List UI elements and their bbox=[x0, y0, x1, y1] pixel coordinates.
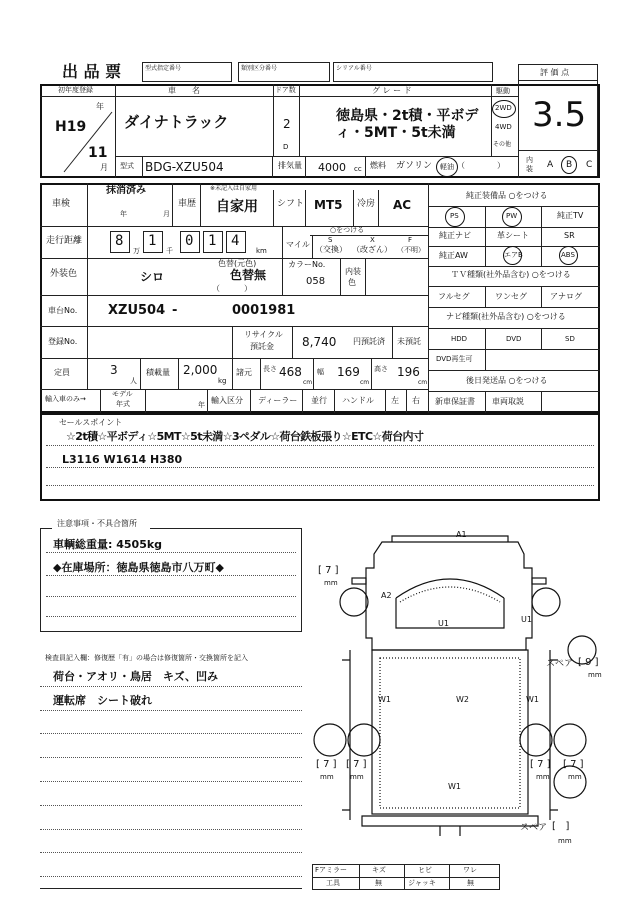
ac-value: AC bbox=[393, 198, 412, 212]
sales-line2: L3116 W1614 H380 bbox=[62, 453, 183, 466]
height-value: 196 bbox=[397, 365, 420, 379]
navi-item: HDD bbox=[451, 335, 468, 343]
shift-value: MT5 bbox=[314, 198, 343, 212]
equip-item: SR bbox=[564, 231, 575, 240]
mileage-man: 万 bbox=[133, 247, 140, 255]
tire-mm-spare-top: [ 9 ] bbox=[578, 657, 599, 668]
width-value: 169 bbox=[337, 365, 360, 379]
recycle-amount: 8,740 bbox=[302, 335, 337, 349]
length-value: 468 bbox=[279, 365, 302, 379]
ac-label: 冷房 bbox=[357, 199, 376, 209]
recycle-label-1: リサイクル bbox=[244, 330, 283, 339]
displacement-value: 4000 bbox=[318, 161, 346, 174]
mm-unit: mm bbox=[588, 671, 602, 679]
model-value: BDG-XZU504 bbox=[145, 160, 224, 174]
capacity-unit: 人 bbox=[130, 377, 137, 385]
sales-line1: ☆2t積☆平ボディ☆5MT☆5t未満☆3ペダル☆荷台鉄板張り☆ETC☆荷台内寸 bbox=[66, 430, 424, 443]
tire-mm-rear-right-1: [ 7 ] bbox=[530, 759, 551, 770]
score-label: 評 価 点 bbox=[540, 68, 570, 77]
inspection-month: 月 bbox=[163, 210, 170, 218]
inspector-line1: 荷台・アオリ・鳥居 キズ、凹み bbox=[53, 670, 218, 683]
mileage-digit: 1 bbox=[148, 233, 157, 249]
interior-color-label-2: 色 bbox=[348, 278, 356, 287]
recycle-label-2: 預託金 bbox=[250, 342, 274, 351]
height-cm: cm bbox=[418, 379, 428, 386]
import-class-value: ディーラー bbox=[258, 396, 298, 405]
recycle-not: 未預託 bbox=[397, 337, 421, 346]
legend-value: 無 bbox=[467, 879, 474, 887]
grade-line2: ィ・5MT・5t未満 bbox=[336, 125, 456, 141]
car-name: ダイナトラック bbox=[124, 113, 229, 131]
displacement-label: 排気量 bbox=[278, 161, 302, 170]
history-note: ※未記入は自家用 bbox=[210, 185, 258, 192]
year-suffix: 年 bbox=[96, 102, 104, 111]
serial-label: シリアル番号 bbox=[336, 65, 372, 72]
doors-value: 2 bbox=[283, 117, 291, 131]
width-label: 幅 bbox=[317, 368, 324, 376]
diagram-label-a2: A2 bbox=[381, 591, 392, 600]
equip-item: 革シート bbox=[497, 231, 529, 240]
displacement-unit: cc bbox=[354, 165, 362, 173]
equip-item: 純正AW bbox=[439, 251, 468, 260]
navi-title: ナビ種類(社外品含む) ○をつける bbox=[446, 312, 566, 321]
diagram-label-u1: U1 bbox=[438, 619, 449, 628]
navi-item: SD bbox=[565, 335, 575, 343]
color-change-label: 色替(元色) bbox=[218, 259, 257, 268]
doors-suffix: D bbox=[283, 143, 289, 151]
tire-mm-rear-right-2: [ 7 ] bbox=[563, 759, 584, 770]
first-reg-month: 11 bbox=[88, 145, 108, 161]
recycle-deposited: 円預託済 bbox=[353, 337, 385, 346]
mileage-digit: 8 bbox=[115, 233, 124, 249]
fuel-paren: （ ） bbox=[457, 161, 505, 170]
spec-label: 諸元 bbox=[236, 368, 252, 377]
load-value: 2,000 bbox=[183, 363, 218, 377]
form-title: 出 品 票 bbox=[62, 62, 122, 81]
drive-2wd: 2WD bbox=[495, 104, 512, 112]
import-class-label: 輸入区分 bbox=[211, 396, 243, 405]
diagram-label-w1: W1 bbox=[526, 695, 539, 704]
color-no-label: カラーNo. bbox=[288, 260, 326, 269]
reg-no-label: 登録No. bbox=[48, 337, 78, 346]
score-value: 3.5 bbox=[532, 95, 587, 135]
legend-header: Fアミラー bbox=[315, 866, 348, 874]
interior-label-1: 内 bbox=[526, 156, 533, 164]
import-parallel: 並行 bbox=[311, 396, 327, 405]
equip-item: ABS bbox=[561, 251, 575, 259]
grade-line1: 徳島県・2t積・平ボデ bbox=[336, 108, 479, 124]
notes-weight: 車輌総重量: 4505kg bbox=[53, 538, 163, 551]
mile-label: マイル bbox=[286, 240, 310, 249]
interior-c: C bbox=[586, 160, 593, 170]
width-cm: cm bbox=[360, 379, 370, 386]
notes-location: ◆在庫場所：徳島県徳島市八万町◆ bbox=[53, 561, 224, 574]
truck-diagram bbox=[300, 520, 620, 860]
legend-header: ヒビ bbox=[418, 866, 432, 874]
mileage-km: km bbox=[256, 247, 267, 255]
diagram-label-a1: A1 bbox=[456, 530, 467, 539]
drive-4wd: 4WD bbox=[495, 123, 512, 131]
spare-label-bottom: スペア bbox=[520, 823, 548, 833]
handle-right: 右 bbox=[412, 396, 420, 405]
mile-s-sub: （交換） bbox=[315, 245, 347, 254]
diagram-label-u1: U1 bbox=[521, 615, 532, 624]
diagram-label-w1: W1 bbox=[448, 782, 461, 791]
load-label: 積載量 bbox=[146, 368, 170, 377]
mm-unit: mm bbox=[536, 773, 550, 781]
mile-x-sub: （改ざん） bbox=[352, 245, 392, 254]
mileage-digit: 4 bbox=[231, 233, 240, 249]
fuel-label: 燃料 bbox=[370, 161, 386, 170]
mile-f: F bbox=[408, 236, 413, 244]
fuel-value: ガソリン bbox=[396, 161, 433, 171]
mm-unit: mm bbox=[350, 773, 364, 781]
tire-mm-spare-bottom: [ ] bbox=[552, 821, 570, 832]
month-suffix: 月 bbox=[100, 163, 108, 172]
tv-item: ワンセグ bbox=[495, 292, 527, 301]
equip-item: エアB bbox=[504, 251, 523, 259]
height-label: 高さ bbox=[374, 365, 388, 373]
tv-item: フルセグ bbox=[438, 292, 470, 301]
import-label: 輸入車のみ→ bbox=[45, 395, 86, 403]
load-unit: kg bbox=[218, 377, 227, 385]
drive-label: 駆動 bbox=[496, 87, 510, 95]
mileage-label: 走行距離 bbox=[46, 236, 83, 246]
mm-unit: mm bbox=[320, 773, 334, 781]
model-label: 型式 bbox=[120, 162, 134, 170]
tire-mm-rear-left-1: [ 7 ] bbox=[316, 759, 337, 770]
sales-label: セールスポイント bbox=[59, 418, 123, 427]
model-year-label-2: 年式 bbox=[116, 400, 130, 408]
history-label: 車歴 bbox=[178, 199, 197, 209]
navi-item: DVD bbox=[506, 335, 522, 343]
after-item: 車両取説 bbox=[492, 397, 524, 406]
inspection-label: 車検 bbox=[52, 199, 71, 209]
inspector-line2: 運転席 シート破れ bbox=[53, 694, 152, 707]
mileage-digit: 1 bbox=[208, 233, 217, 249]
interior-b: B bbox=[566, 160, 573, 170]
legend-header: ワレ bbox=[463, 866, 477, 874]
model-year-label-1: モデル bbox=[112, 390, 133, 398]
equip-item: 純正ナビ bbox=[439, 231, 471, 240]
first-reg-label: 初年度登録 bbox=[58, 86, 93, 94]
chassis-dash: - bbox=[172, 303, 178, 318]
inspector-label: 検査員記入欄：修復歴「有」の場合は修復箇所・交換箇所を記入 bbox=[45, 654, 248, 662]
legend-value: 工具 bbox=[326, 879, 340, 887]
length-label: 長さ bbox=[263, 365, 277, 373]
tire-mm-front-left: [ 7 ] bbox=[318, 565, 339, 576]
color-no-value: 058 bbox=[306, 276, 326, 287]
doors-label: ドア数 bbox=[275, 86, 296, 94]
chassis-label: 車台No. bbox=[48, 306, 78, 315]
color-value: シロ bbox=[140, 270, 165, 284]
color-change-paren: （ ） bbox=[212, 284, 252, 293]
inspection-year: 年 bbox=[120, 210, 127, 218]
color-label: 外装色 bbox=[50, 269, 78, 279]
after-title: 後日発送品 ○をつける bbox=[466, 376, 548, 385]
diagram-label-w2: W2 bbox=[456, 695, 469, 704]
tv-item: アナログ bbox=[550, 292, 582, 301]
diagram-label-w1: W1 bbox=[378, 695, 391, 704]
color-change-value: 色替無 bbox=[230, 268, 267, 282]
spare-label-top: スペア bbox=[546, 659, 574, 669]
equip-item: PW bbox=[506, 212, 518, 220]
legend-value: 無 bbox=[375, 879, 382, 887]
tire-mm-rear-left-2: [ 7 ] bbox=[346, 759, 367, 770]
import-year: 年 bbox=[198, 401, 205, 409]
model-cert-label: 型式指定番号 bbox=[145, 65, 182, 72]
chassis-prefix: XZU504 bbox=[108, 303, 166, 318]
grade-label: グ レ ー ド bbox=[372, 86, 412, 95]
equip-title: 純正装備品 ○をつける bbox=[466, 191, 548, 200]
equip-item: PS bbox=[450, 212, 459, 220]
fuel-light: 軽油 bbox=[440, 163, 454, 171]
after-item: 新車保証書 bbox=[435, 397, 475, 406]
drive-other: その他 bbox=[493, 141, 512, 148]
history-value: 自家用 bbox=[216, 199, 258, 215]
equip-item: 純正TV bbox=[557, 211, 584, 220]
category-label: 類別区分番号 bbox=[241, 65, 278, 72]
mile-x: X bbox=[370, 236, 375, 244]
interior-color-label-1: 内装 bbox=[345, 267, 361, 276]
mileage-circle-note: ○をつける bbox=[330, 226, 365, 234]
mile-s: S bbox=[328, 236, 333, 244]
mileage-sen: 千 bbox=[166, 247, 173, 255]
tv-title: ＴＶ種類(社外品含む) ○をつける bbox=[451, 270, 571, 279]
handle-label: ハンドル bbox=[342, 396, 374, 405]
capacity-label: 定員 bbox=[54, 368, 70, 377]
interior-a: A bbox=[547, 160, 554, 170]
car-name-label: 車 名 bbox=[168, 86, 200, 95]
inspection-value: 抹消済み bbox=[106, 185, 146, 196]
length-cm: cm bbox=[303, 379, 313, 386]
mileage-digit: 0 bbox=[185, 233, 194, 249]
mm-unit: mm bbox=[568, 773, 582, 781]
notes-label: 注意事項・不具合箇所 bbox=[57, 519, 137, 528]
capacity-value: 3 bbox=[110, 363, 118, 377]
mm-unit: mm bbox=[324, 579, 338, 587]
handle-left: 左 bbox=[391, 396, 399, 405]
mile-f-sub: （不明） bbox=[397, 246, 425, 254]
legend-value: ジャッキ bbox=[408, 879, 436, 887]
first-reg-year: H19 bbox=[55, 119, 87, 135]
shift-label: シフト bbox=[277, 199, 305, 209]
interior-label-2: 装 bbox=[526, 165, 533, 173]
mm-unit: mm bbox=[558, 837, 572, 845]
legend-header: キズ bbox=[372, 866, 386, 874]
dvd-label: DVD再生可 bbox=[436, 355, 473, 363]
chassis-number: 0001981 bbox=[232, 303, 296, 318]
